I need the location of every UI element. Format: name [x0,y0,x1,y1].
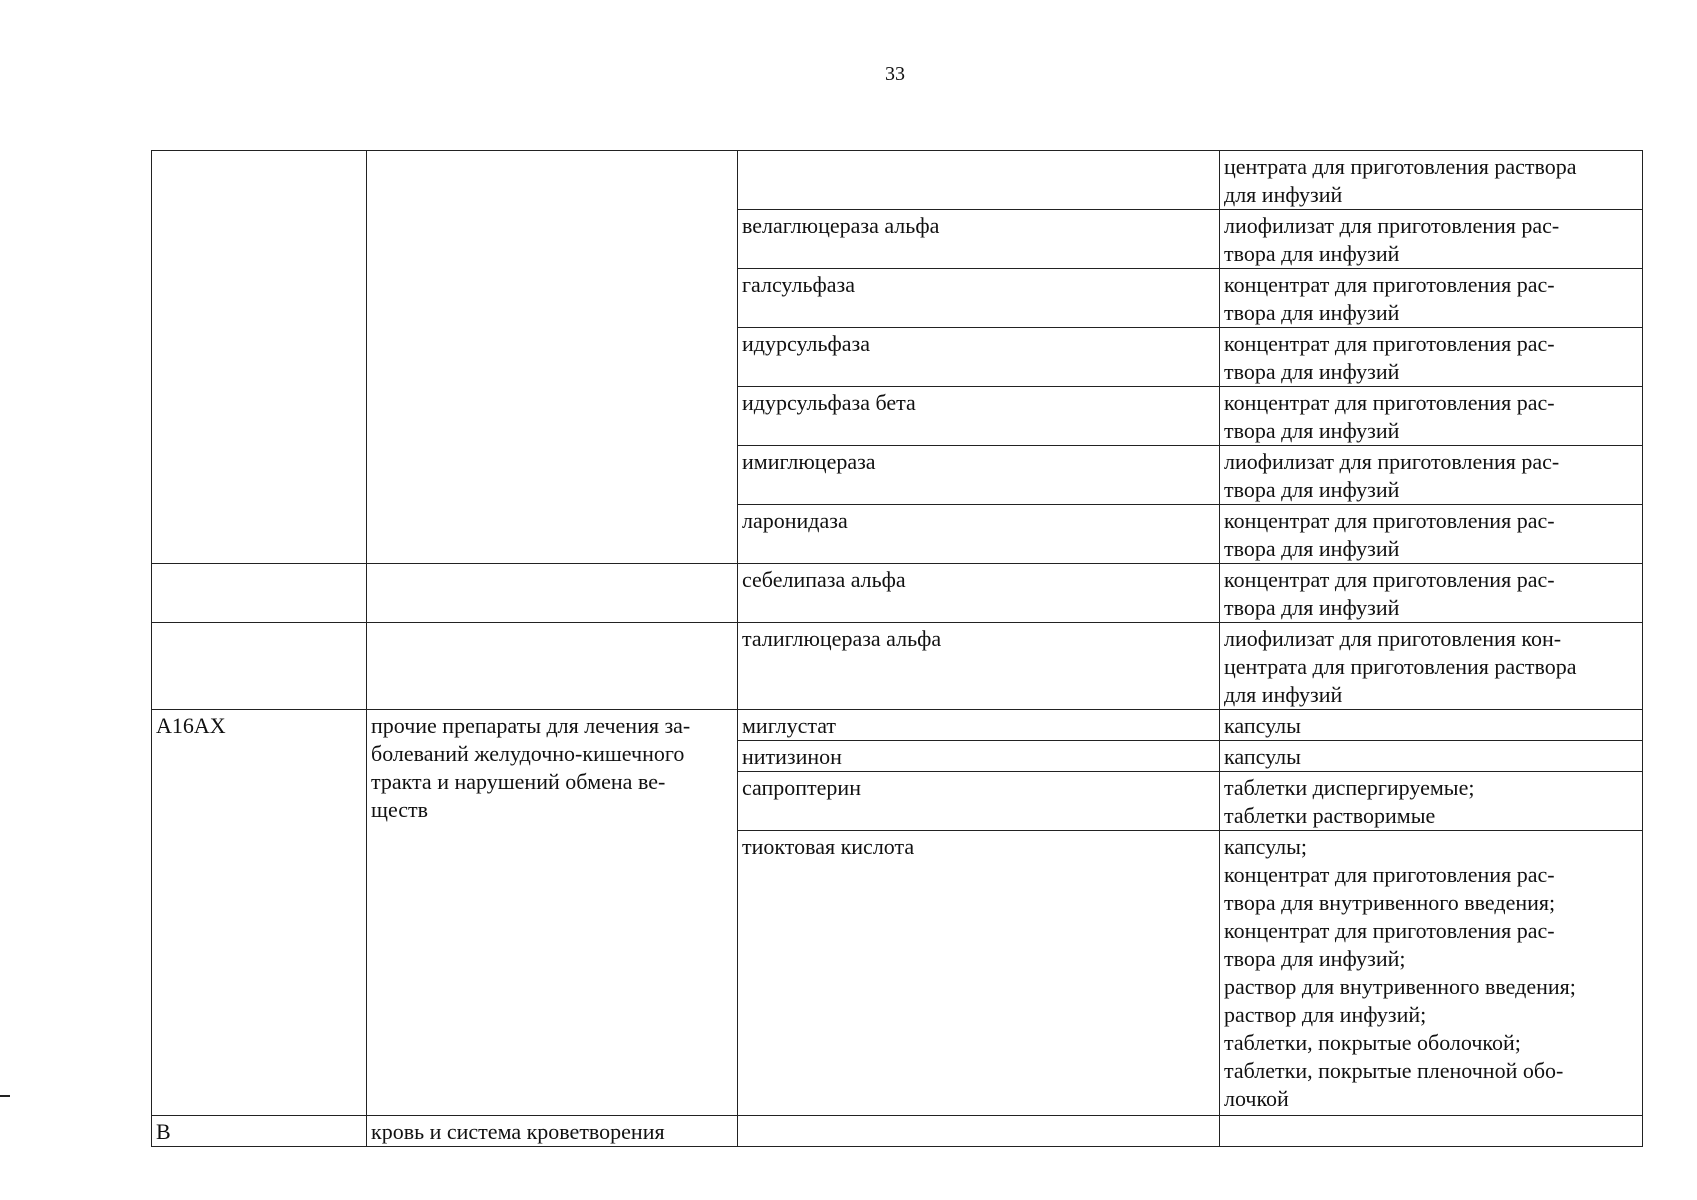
medications-table [151,150,1643,1147]
atc-code-cell [152,623,367,710]
dosage-form-cell [1220,1116,1643,1147]
drug-name-cell: ларонидаза [738,505,1220,564]
table-row [152,151,1643,210]
drug-name-cell: миглустат [738,710,1220,741]
table-row [152,564,1643,623]
atc-code-cell: B [152,1116,367,1147]
dosage-form-cell: концентрат для приготовления рас- твора для инфузий [1220,269,1643,328]
drug-name-cell: идурсульфаза [738,328,1220,387]
drug-name-cell: тиоктовая кислота [738,831,1220,1116]
group-name-cell: кровь и система кроветворения [367,1116,738,1147]
margin-mark [0,1095,10,1097]
dosage-form-cell: концентрат для приготовления рас- твора для инфузий [1220,387,1643,446]
drug-name-cell [738,151,1220,210]
drug-name-cell [738,1116,1220,1147]
atc-code-cell: A16AX [152,710,367,1116]
dosage-form-cell: лиофилизат для приготовления кон- центрата для приготовления раствора для инфузий [1220,623,1643,710]
group-name-cell [367,564,738,623]
drug-name-cell: себелипаза альфа [738,564,1220,623]
drug-name-cell: идурсульфаза бета [738,387,1220,446]
page-number: 33 [885,63,905,85]
table-row [152,623,1643,710]
dosage-form-cell: лиофилизат для приготовления рас- твора для инфузий [1220,210,1643,269]
drug-name-cell: галсульфаза [738,269,1220,328]
group-name-cell [367,151,738,564]
dosage-form-cell: концентрат для приготовления рас- твора для инфузий [1220,505,1643,564]
dosage-form-cell: капсулы [1220,741,1643,772]
drug-name-cell: велаглюцераза альфа [738,210,1220,269]
drug-name-cell: имиглюцераза [738,446,1220,505]
table-row [152,710,1643,741]
dosage-form-cell: центрата для приготовления раствора для инфузий [1220,151,1643,210]
dosage-form-cell: лиофилизат для приготовления рас- твора для инфузий [1220,446,1643,505]
drug-name-cell: нитизинон [738,741,1220,772]
drug-name-cell: талиглюцераза альфа [738,623,1220,710]
atc-code-cell [152,151,367,564]
dosage-form-cell: концентрат для приготовления рас- твора для инфузий [1220,328,1643,387]
dosage-form-cell: таблетки диспергируемые; таблетки растворимые [1220,772,1643,831]
group-name-cell: прочие препараты для лечения за- болеваний желудочно-кишечного тракта и нарушений обмена ве- ществ [367,710,738,1116]
group-name-cell [367,623,738,710]
table-row [152,1116,1643,1147]
drug-name-cell: сапроптерин [738,772,1220,831]
dosage-form-cell: концентрат для приготовления рас- твора для инфузий [1220,564,1643,623]
atc-code-cell [152,564,367,623]
dosage-form-cell: капсулы [1220,710,1643,741]
dosage-form-cell: капсулы; концентрат для приготовления рас- твора для внутривенного введения; концентрат для приготовления рас- твора для инфузий; раствор для внутривенного введения; раствор для инфузий; таблетки, покрытые оболочкой; таблетки, покрытые пленочной обо- лочкой [1220,831,1643,1116]
